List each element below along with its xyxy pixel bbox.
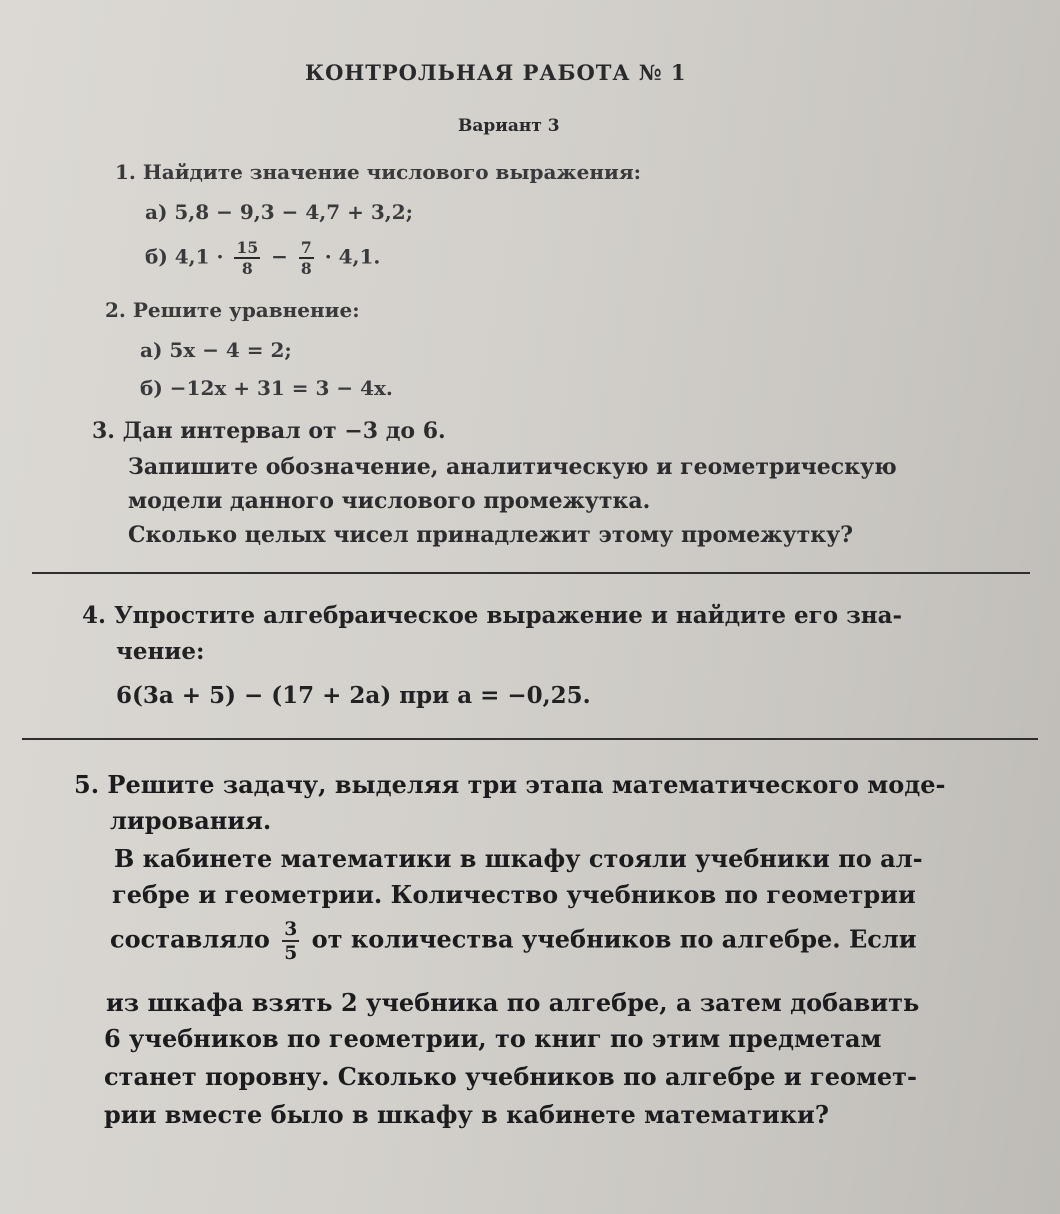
fraction-denominator: 5 [284, 941, 298, 964]
task4-expression: 6(3a + 5) − (17 + 2a) при a = −0,25. [116, 682, 591, 709]
task1-b-suffix: · 4,1. [324, 244, 381, 269]
fraction-7-8 [299, 240, 314, 276]
task1-b-prefix: б) 4,1 · [145, 244, 224, 269]
task5-line2: лирования. [110, 806, 272, 835]
task5-line5 [110, 920, 917, 962]
task2-part-a: а) 5x − 4 = 2; [140, 338, 292, 362]
task5-line5-prefix: составляло [110, 924, 270, 954]
task5-line5-suffix: от количества учебников по алгебре. Если [311, 924, 917, 954]
task5-line8: станет поровну. Сколько учебников по алгебре и геомет- [104, 1062, 917, 1091]
task1-heading: 1. Найдите значение числового выражения: [115, 160, 641, 184]
divider-line [32, 572, 1030, 574]
variant-label: Вариант 3 [458, 116, 560, 136]
task3-line2: модели данного числового промежутка. [128, 488, 651, 514]
fraction-denominator: 8 [300, 258, 312, 278]
fraction-3-5 [282, 920, 299, 962]
task5-line7: 6 учебников по геометрии, то книг по этим предметам [104, 1024, 882, 1053]
task3-line1: Запишите обозначение, аналитическую и геометрическую [128, 454, 897, 480]
task1-part-b [145, 240, 380, 276]
task5-line1: 5. Решите задачу, выделяя три этапа математического моде- [74, 770, 946, 799]
task5-line4: гебре и геометрии. Количество учебников по геометрии [112, 880, 916, 909]
fraction-numerator: 7 [300, 238, 312, 257]
task5-line6: из шкафа взять 2 учебника по алгебре, а затем добавить [106, 988, 920, 1017]
fraction-15-8 [234, 240, 260, 276]
task5-line3: В кабинете математики в шкафу стояли учебники по ал- [114, 844, 923, 873]
task2-heading: 2. Решите уравнение: [105, 298, 360, 322]
fraction-numerator: 3 [284, 918, 298, 940]
task4-line2: чение: [116, 638, 205, 665]
task5-line9: рии вместе было в шкафу в кабинете математики? [104, 1100, 829, 1129]
divider-line [22, 738, 1038, 740]
fraction-numerator: 15 [236, 238, 259, 257]
page-title: КОНТРОЛЬНАЯ РАБОТА № 1 [305, 60, 687, 85]
task3-heading: 3. Дан интервал от −3 до 6. [92, 418, 446, 444]
minus-sign: − [271, 244, 288, 269]
task4-line1: 4. Упростите алгебраическое выражение и найдите его зна- [82, 602, 903, 629]
task2-part-b: б) −12x + 31 = 3 − 4x. [140, 376, 393, 400]
fraction-denominator: 8 [241, 258, 253, 278]
task1-part-a: а) 5,8 − 9,3 − 4,7 + 3,2; [145, 200, 413, 224]
task3-line3: Сколько целых чисел принадлежит этому промежутку? [128, 522, 854, 548]
